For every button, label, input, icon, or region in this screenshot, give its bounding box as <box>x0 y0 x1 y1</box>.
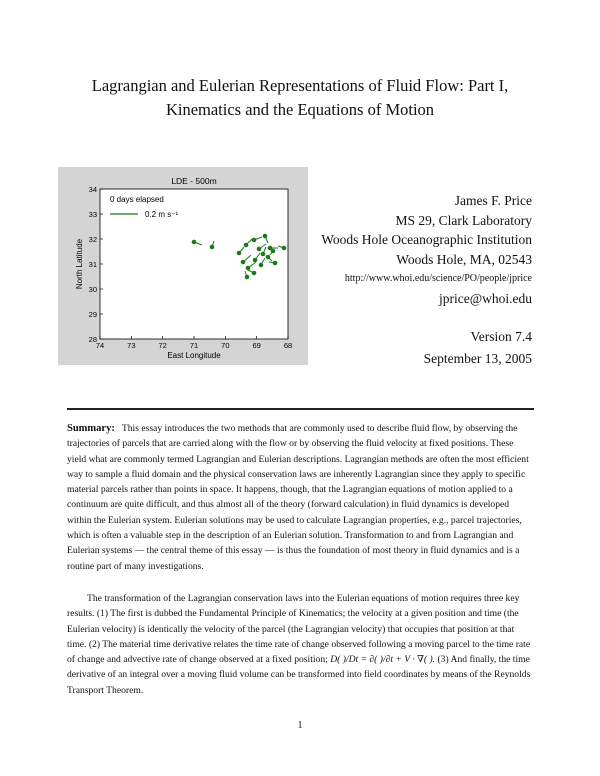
author-institution: Woods Hole Oceanographic Institution <box>321 232 532 247</box>
author-address: Woods Hole, MA, 02543 <box>396 251 532 267</box>
y-tick-label: 33 <box>88 210 97 219</box>
paragraph-text-1: The transformation of the Lagrangian conservation laws into the Eulerian equations of motion requires three key results. (1) The first is dubbed the Fundamental Principle of Kinematics; the velocity at a given position and time (the Eulerian velocity) is identically the velocity of the parcel (the Lagrangian velocity) that occupies that position at that time. (2) The material time derivative relates the time rate of change observed following a moving parcel to the time rate of change and advective rate of change observed at a fixed position; <box>67 593 531 666</box>
y-tick-label: 29 <box>88 310 97 319</box>
material-derivative-equation: D( )/Dt = ∂( )/∂t + V · ∇( ). <box>330 654 436 666</box>
y-tick-label: 30 <box>88 285 97 294</box>
x-tick-label: 70 <box>221 341 230 350</box>
y-tick-label: 32 <box>88 235 97 244</box>
version-block <box>424 326 532 370</box>
section-divider <box>67 408 534 410</box>
figure-title: LDE - 500m <box>171 176 217 186</box>
y-axis-label: North Latitude <box>75 238 84 290</box>
abstract-label: Summary: <box>67 423 115 434</box>
abstract-text: This essay introduces the two methods that are commonly used to describe fluid flow, by observing the trajectories of parcels that are carried along with the flow or by observing the fluid velocity at fixed positions. These yield what are commonly termed Lagrangian and Eulerian descriptions. Lagrangian methods are often the most efficient way to sample a fluid domain and the physical conservation laws are inherently Lagrangian since they apply to specific material parcels rather than points in space. It happens, though, that the Lagrangian equations of motion applied to a continuum are quite difficult, and thus almost all of the theory (forward calculation) in fluid dynamics is developed within the Eulerian system. Eulerian solutions may be used to calculate Lagrangian properties, e.g., parcel trajectories, which is often a valuable step in the description of an Eulerian solution. Transformation to and from Lagrangian and Eulerian systems — the central theme of this essay — is thus the foundation of most theory in fluid dynamics and is a routine part of many investigations. <box>67 423 529 572</box>
version-date: September 13, 2005 <box>423 351 532 366</box>
body-paragraph <box>67 591 534 698</box>
y-tick-label: 34 <box>88 185 97 194</box>
x-tick-label: 72 <box>158 341 167 350</box>
x-axis-label: East Longitude <box>167 351 221 360</box>
paper-title <box>40 74 560 122</box>
figure-svg <box>58 167 308 365</box>
x-tick-label: 73 <box>127 341 136 350</box>
page-number: 1 <box>297 720 303 731</box>
author-email[interactable]: jprice@whoi.edu <box>438 290 532 306</box>
scale-label: 0.2 m s⁻¹ <box>145 210 179 219</box>
title-line-1: Lagrangian and Eulerian Representations of Fluid Flow: Part I, <box>91 76 509 95</box>
author-url[interactable]: http://www.whoi.edu/science/PO/people/jprice <box>344 273 532 284</box>
x-tick-label: 74 <box>95 341 105 350</box>
y-tick-label: 31 <box>88 260 97 269</box>
x-tick-label: 69 <box>252 341 261 350</box>
parcel-trajectory-figure <box>58 167 308 365</box>
title-line-2: Kinematics and the Equations of Motion <box>165 100 435 119</box>
abstract <box>67 421 534 574</box>
author-block <box>321 191 532 308</box>
elapsed-label: 0 days elapsed <box>110 195 164 204</box>
author-dept: MS 29, Clark Laboratory <box>395 212 532 228</box>
x-tick-label: 68 <box>283 341 293 350</box>
y-tick-label: 28 <box>88 335 97 344</box>
paragraph-text-2: (3) And finally, the time derivative of an integral over a moving fluid volume can be transformed into field coordinates by means of the Reynolds Transport Theorem. <box>67 654 531 696</box>
x-tick-label: 71 <box>189 341 199 350</box>
version-label: Version 7.4 <box>470 329 532 344</box>
author-name: James F. Price <box>454 193 532 208</box>
